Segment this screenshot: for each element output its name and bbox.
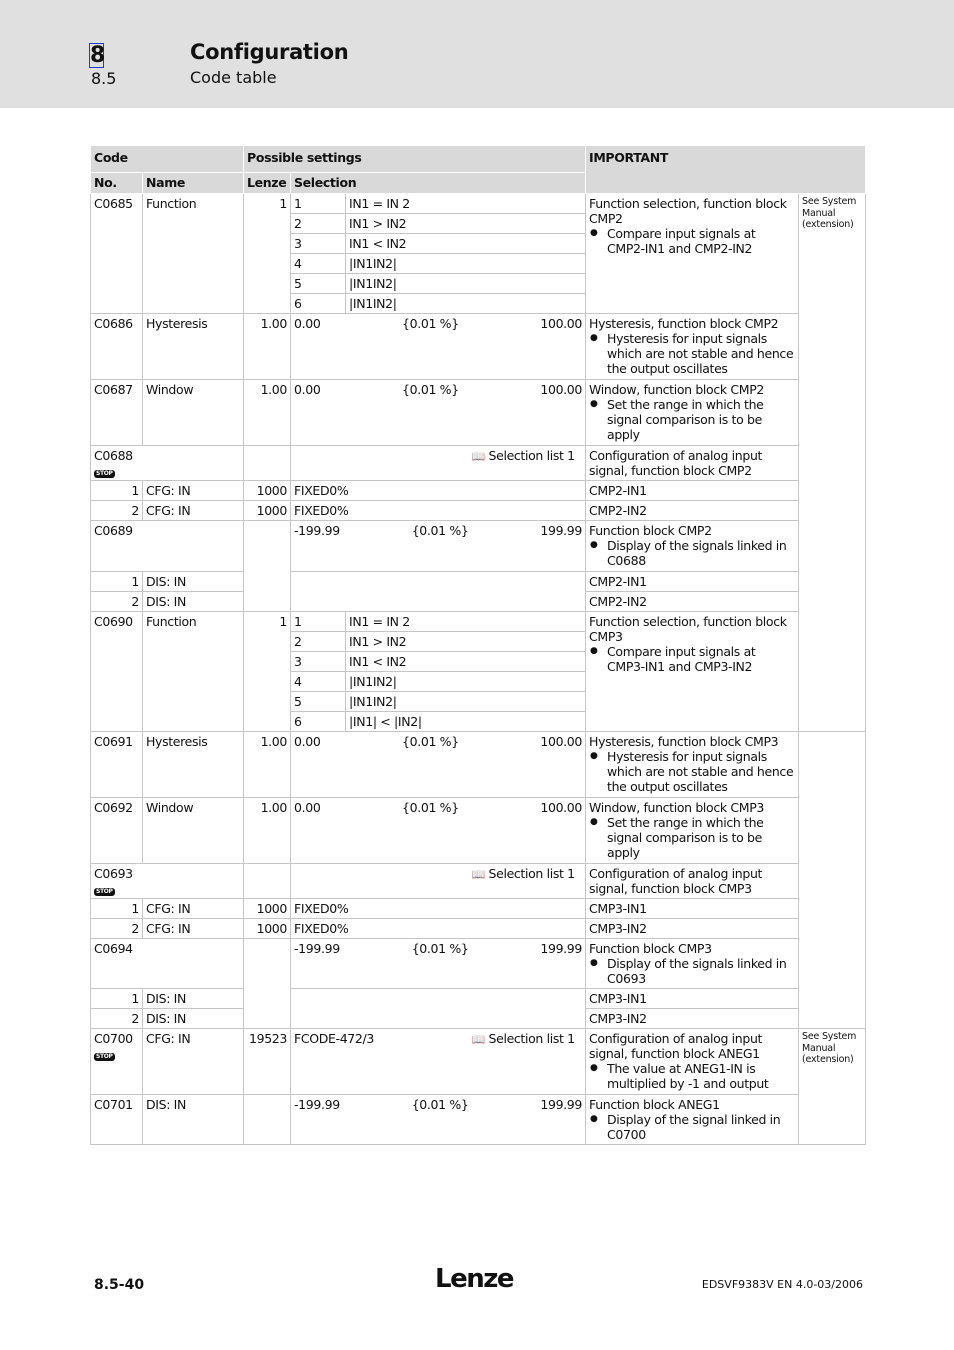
range-unit: {0.01 %} [402, 734, 459, 749]
range-min: -199.99 [294, 1097, 340, 1112]
code-number: C0701 [91, 1095, 143, 1145]
lenze-value: 1000 [244, 899, 291, 919]
code-name: Function [143, 612, 244, 732]
option-number: 4 [291, 672, 346, 692]
selection-value: FIXED0% [291, 481, 586, 501]
chapter-title: Configuration [190, 40, 349, 64]
range-cell [291, 521, 586, 572]
range-cell [291, 1095, 586, 1145]
important-text: Configuration of analog input signal, function block ANEG1 [589, 1031, 763, 1061]
important-text: CMP3-IN2 [586, 1009, 799, 1029]
option-number: 6 [291, 294, 346, 314]
lenze-value [244, 864, 291, 899]
important-text: Hysteresis, function block CMP3 [589, 734, 779, 749]
important-cell [586, 1029, 799, 1095]
range-min: 0.00 [294, 316, 321, 331]
table-row [91, 864, 866, 899]
code-name: DIS: IN [143, 592, 244, 612]
important-text: CMP2-IN2 [586, 592, 799, 612]
code-number: C0691 [91, 732, 143, 798]
selection-list-link[interactable] [472, 1031, 583, 1047]
page-number: 8.5-40 [94, 1277, 145, 1293]
important-text: Hysteresis, function block CMP2 [589, 316, 779, 331]
important-text: CMP2-IN1 [586, 481, 799, 501]
lenze-value: 1.00 [244, 380, 291, 446]
code-number: C0685 [91, 194, 143, 314]
option-text: IN1 = IN 2 [346, 612, 586, 632]
table-row [91, 1029, 866, 1095]
subcode-index: 2 [91, 501, 143, 521]
important-bullet: ● Hysteresis for input signals which are not stable and hence the output oscillates [589, 749, 795, 794]
important-cell [586, 798, 799, 864]
lenze-value: 19523 [244, 1029, 291, 1095]
selection-list-label: Selection list 1 [488, 866, 575, 881]
option-text: |IN1IN2| [346, 294, 586, 314]
code-name: CFG: IN [143, 919, 244, 939]
subcode-index: 1 [91, 481, 143, 501]
important-cell [586, 380, 799, 446]
important-text: Function block ANEG1 [589, 1097, 720, 1112]
header-no: No. [91, 173, 143, 194]
stop-icon: STOP [96, 1053, 113, 1060]
important-text: Function block CMP3 [589, 941, 712, 956]
option-number: 2 [291, 632, 346, 652]
section-number: 8.5 [91, 69, 117, 88]
subcode-index: 1 [91, 989, 143, 1009]
lenze-value [244, 521, 291, 612]
lenze-value: 1 [244, 194, 291, 314]
range-unit: {0.01 %} [411, 1097, 469, 1112]
range-min: 0.00 [294, 734, 321, 749]
option-text: |IN1IN2| [346, 672, 586, 692]
header-lenze: Lenze [244, 173, 291, 194]
subcode-index: 2 [91, 919, 143, 939]
lenze-value: 1 [244, 612, 291, 732]
code-table [90, 145, 866, 1145]
important-text: Window, function block CMP3 [589, 800, 764, 815]
important-cell [586, 732, 799, 798]
stop-icon: STOP [96, 888, 113, 895]
important-text: Function selection, function block CMP3 [589, 614, 787, 644]
code-name: Hysteresis [143, 314, 244, 380]
important-bullet: ● The value at ANEG1-IN is multiplied by -1 and output [589, 1061, 795, 1091]
header-name: Name [143, 173, 244, 194]
important-bullet: ● Display of the signals linked in C0693 [589, 956, 795, 986]
book-icon: 📖 [471, 868, 485, 881]
lenze-value: 1.00 [244, 314, 291, 380]
code-number: C0688 [94, 448, 133, 463]
option-text: IN1 > IN2 [346, 632, 586, 652]
range-max: 100.00 [540, 734, 583, 749]
table-row [91, 380, 866, 446]
table-row [91, 1095, 866, 1145]
code-number: C0694 [91, 939, 244, 989]
range-cell [291, 798, 586, 864]
range-max: 199.99 [540, 941, 583, 956]
table-row [91, 798, 866, 864]
important-bullet: ● Compare input signals at CMP2-IN1 and CMP2-IN2 [589, 226, 795, 256]
important-cell [586, 314, 799, 380]
important-text: Window, function block CMP2 [589, 382, 764, 397]
table-row [91, 314, 866, 380]
range-cell [291, 314, 586, 380]
option-text: IN1 = IN 2 [346, 194, 586, 214]
option-number: 4 [291, 254, 346, 274]
code-name: CFG: IN [143, 501, 244, 521]
range-max: 100.00 [540, 316, 583, 331]
range-max: 199.99 [540, 1097, 583, 1112]
option-text: IN1 < IN2 [346, 652, 586, 672]
range-max: 100.00 [540, 800, 583, 815]
important-cell [586, 521, 799, 572]
table-row [91, 481, 866, 501]
table-row [91, 899, 866, 919]
lenze-logo: Lenze [435, 1264, 513, 1294]
option-number: 1 [291, 194, 346, 214]
important-bullet: ● Set the range in which the signal comparison is to be apply [589, 815, 795, 860]
range-unit: {0.01 %} [402, 800, 459, 815]
code-number: C0690 [91, 612, 143, 732]
lenze-value: 1000 [244, 481, 291, 501]
lenze-value: 1.00 [244, 798, 291, 864]
option-number: 3 [291, 234, 346, 254]
code-number: C0687 [91, 380, 143, 446]
important-text: CMP3-IN1 [586, 899, 799, 919]
option-text: |IN1IN2| [346, 274, 586, 294]
table-row [91, 939, 866, 989]
option-number: 6 [291, 712, 346, 732]
code-name: DIS: IN [143, 1009, 244, 1029]
option-number: 1 [291, 612, 346, 632]
code-number-cell [91, 1029, 143, 1095]
range-unit: {0.01 %} [402, 316, 459, 331]
option-number: 5 [291, 692, 346, 712]
code-name: CFG: IN [143, 1029, 244, 1095]
important-cell [586, 612, 799, 732]
option-text: |IN1IN2| [346, 254, 586, 274]
reference-note: See System Manual (extension) [799, 194, 866, 732]
selection-list-label: Selection list 1 [488, 1031, 575, 1046]
option-number: 2 [291, 214, 346, 234]
important-text: Function block CMP2 [589, 523, 712, 538]
code-number-cell [91, 446, 244, 481]
table-row [91, 612, 866, 632]
stop-icon: STOP [96, 470, 113, 477]
code-number: C0692 [91, 798, 143, 864]
range-cell [291, 939, 586, 989]
code-number: C0693 [94, 866, 133, 881]
code-name: DIS: IN [143, 1095, 244, 1145]
lenze-value [244, 446, 291, 481]
important-text: CMP3-IN1 [586, 989, 799, 1009]
important-cell [586, 939, 799, 989]
selection-value: FIXED0% [291, 501, 586, 521]
option-number: 3 [291, 652, 346, 672]
important-text: Configuration of analog input signal, function block CMP3 [586, 864, 799, 899]
selection-list-link[interactable] [291, 864, 586, 899]
document-id: EDSVF9383V EN 4.0-03/2006 [701, 1278, 863, 1291]
important-cell [586, 1095, 799, 1145]
header-selection: Selection [291, 173, 586, 194]
selection-list-link[interactable] [291, 446, 586, 481]
code-name: Function [143, 194, 244, 314]
subcode-index: 1 [91, 572, 143, 592]
selection-value: FIXED0% [291, 899, 586, 919]
option-number: 5 [291, 274, 346, 294]
reference-note: See System Manual (extension) [799, 1029, 866, 1145]
range-cell [291, 732, 586, 798]
range-min: -199.99 [294, 941, 340, 956]
table-row [91, 572, 866, 592]
important-text: Configuration of analog input signal, function block CMP2 [586, 446, 799, 481]
important-bullet: ● Compare input signals at CMP3-IN1 and CMP3-IN2 [589, 644, 795, 674]
code-name: DIS: IN [143, 572, 244, 592]
subcode-index: 2 [91, 1009, 143, 1029]
important-text: CMP3-IN2 [586, 919, 799, 939]
table-row [91, 521, 866, 572]
range-max: 199.99 [540, 523, 583, 538]
code-name: CFG: IN [143, 481, 244, 501]
range-unit: {0.01 %} [411, 523, 469, 538]
lenze-value [244, 939, 291, 1029]
option-text: IN1 < IN2 [346, 234, 586, 254]
code-name: DIS: IN [143, 989, 244, 1009]
selection-cell [291, 1029, 586, 1095]
header-code: Code [91, 146, 244, 173]
important-text: CMP2-IN1 [586, 572, 799, 592]
selection-value: FCODE-472/3 [294, 1031, 374, 1046]
important-cell [586, 194, 799, 314]
chapter-number[interactable]: 8 [90, 43, 106, 68]
range-unit: {0.01 %} [411, 941, 469, 956]
subcode-index: 1 [91, 899, 143, 919]
important-text: Function selection, function block CMP2 [589, 196, 787, 226]
range-unit: {0.01 %} [402, 382, 459, 397]
code-name: Hysteresis [143, 732, 244, 798]
range-min: -199.99 [294, 523, 340, 538]
header-possible-settings: Possible settings [244, 146, 586, 173]
table-row [91, 919, 866, 939]
code-number: C0700 [94, 1031, 133, 1046]
range-cell [291, 380, 586, 446]
selection-value [291, 572, 586, 612]
selection-value [291, 989, 586, 1029]
code-name: Window [143, 380, 244, 446]
code-number: C0689 [91, 521, 244, 572]
code-number: C0686 [91, 314, 143, 380]
table-row [91, 989, 866, 1009]
lenze-value: 1.00 [244, 732, 291, 798]
lenze-value: 1000 [244, 919, 291, 939]
important-bullet: ● Hysteresis for input signals which are not stable and hence the output oscillates [589, 331, 795, 376]
lenze-value: 1000 [244, 501, 291, 521]
range-max: 100.00 [540, 382, 583, 397]
important-bullet: ● Display of the signal linked in C0700 [589, 1112, 795, 1142]
page-header [0, 0, 954, 108]
header-important: IMPORTANT [586, 146, 866, 194]
book-icon: 📖 [471, 1033, 485, 1046]
table-row [91, 732, 866, 798]
table-row [91, 446, 866, 481]
table-row [91, 501, 866, 521]
lenze-value [244, 1095, 291, 1145]
table-header-row [91, 146, 866, 173]
option-text: |IN1IN2| [346, 692, 586, 712]
selection-list-label: Selection list 1 [488, 448, 575, 463]
code-name: CFG: IN [143, 899, 244, 919]
option-text: IN1 > IN2 [346, 214, 586, 234]
book-icon: 📖 [471, 450, 485, 463]
code-number-cell [91, 864, 244, 899]
option-text: |IN1| < |IN2| [346, 712, 586, 732]
important-bullet: ● Display of the signals linked in C0688 [589, 538, 795, 568]
code-name: Window [143, 798, 244, 864]
important-text: CMP2-IN2 [586, 501, 799, 521]
section-title: Code table [190, 68, 277, 87]
selection-value: FIXED0% [291, 919, 586, 939]
range-min: 0.00 [294, 382, 321, 397]
table-row [91, 194, 866, 214]
important-bullet: ● Set the range in which the signal comparison is to be apply [589, 397, 795, 442]
range-min: 0.00 [294, 800, 321, 815]
subcode-index: 2 [91, 592, 143, 612]
